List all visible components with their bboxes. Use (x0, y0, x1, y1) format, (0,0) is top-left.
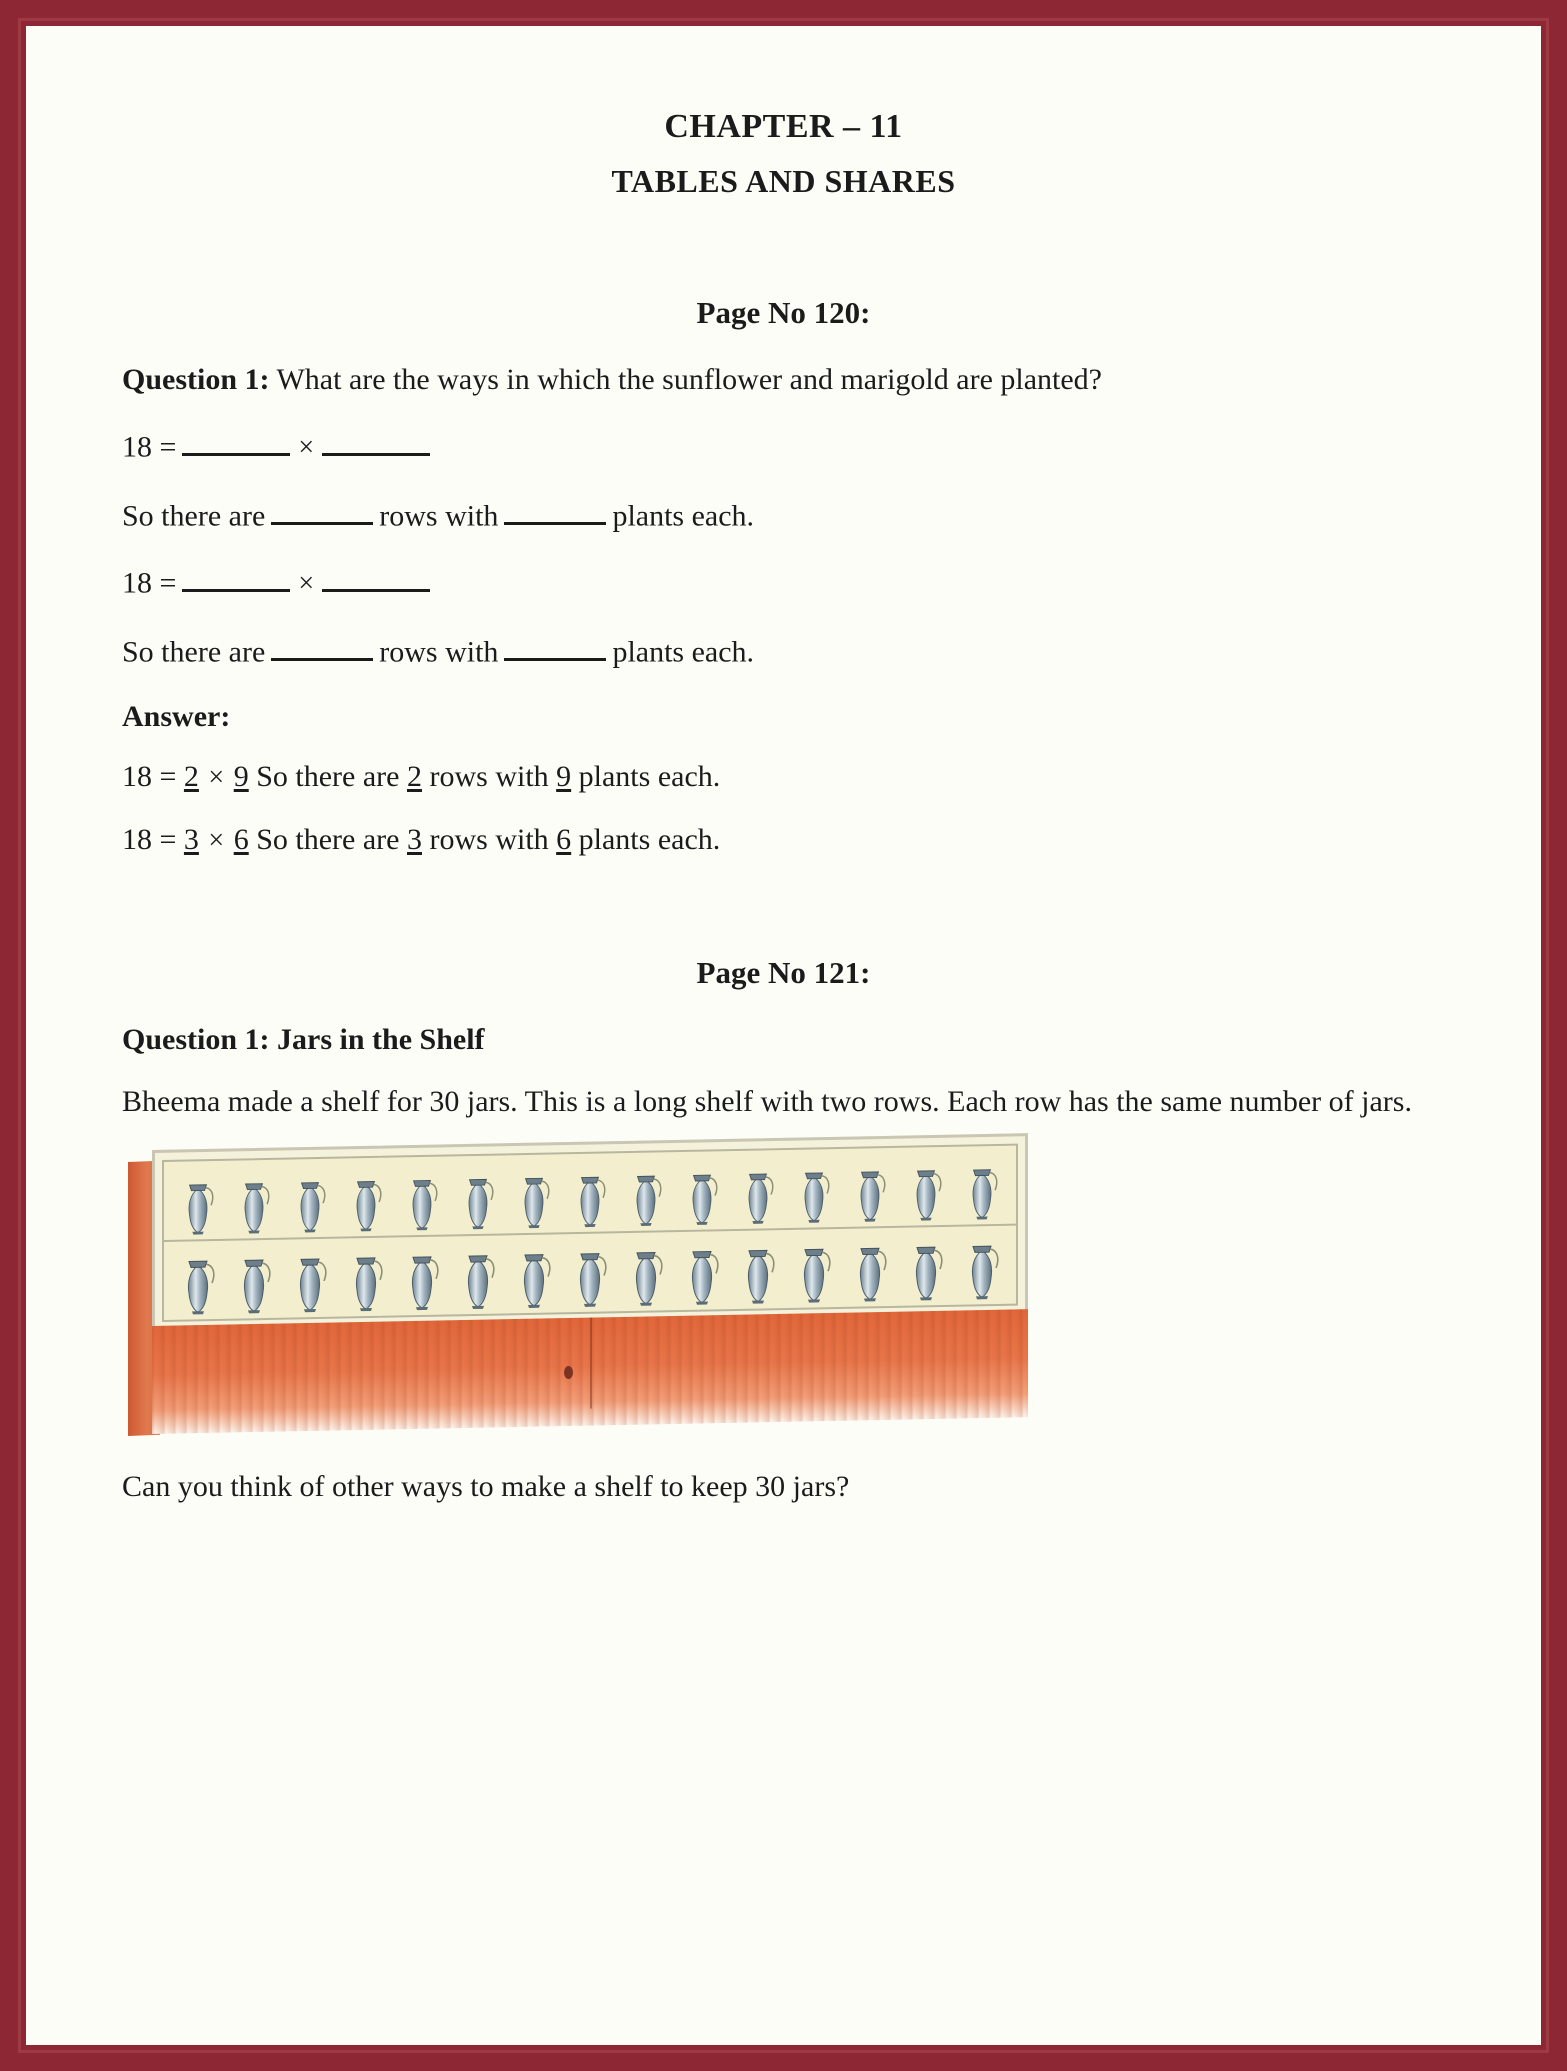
shelf-with-jars-illustration (128, 1146, 1048, 1436)
sentence-2-blank-rows[interactable] (271, 627, 373, 662)
jar-row-bottom (164, 1225, 1016, 1319)
jars-closing-question: Can you think of other ways to make a shelf to keep 30 jars? (122, 1469, 850, 1503)
equation-2-times: × (298, 568, 315, 600)
chapter-subtitle: TABLES AND SHARES (611, 162, 956, 199)
answer-2-each: 6 (556, 822, 572, 856)
jar-icon (794, 1167, 834, 1226)
jar-icon (290, 1253, 330, 1316)
jars-body-text: Bheema made a shelf for 30 jars. This is a long shelf with two rows. Each row has the same number of jars. (122, 1085, 1412, 1119)
equation-blank-line-1 (122, 422, 1445, 469)
answer-label: Answer: (122, 700, 231, 734)
answer-line-2 (122, 819, 1445, 862)
equation-1-times: × (298, 432, 315, 464)
jar-icon (794, 1243, 834, 1306)
jar-icon (626, 1170, 666, 1229)
cabinet-knob (564, 1365, 573, 1378)
equation-1-blank-b[interactable] (322, 422, 430, 457)
jar-icon (682, 1169, 722, 1228)
sentence-1-part-c: plants each. (612, 499, 755, 533)
sentence-1-part-b: rows with (379, 499, 499, 533)
equation-2-blank-b[interactable] (322, 558, 430, 593)
jar-icon (290, 1177, 330, 1236)
jar-icon (178, 1255, 218, 1318)
jar-icon (682, 1245, 722, 1308)
answer-1-each: 9 (556, 760, 572, 794)
page-content (26, 26, 1541, 2045)
answer-2-mid: So there are (256, 822, 400, 856)
equation-2-prefix: 18 = (122, 566, 177, 600)
answer-1-factor-a: 2 (183, 760, 199, 794)
shelf-jar-area (162, 1143, 1018, 1321)
jar-icon (458, 1249, 498, 1312)
jar-icon (234, 1254, 274, 1317)
answer-2-rows: 3 (406, 822, 422, 856)
jar-icon (962, 1164, 1002, 1223)
sentence-2-part-c: plants each. (612, 635, 755, 669)
sentence-1-blank-plants[interactable] (504, 491, 606, 526)
sentence-1-part-a: So there are (122, 499, 266, 533)
page-paper (26, 26, 1541, 2045)
page-no-120-heading: Page No 120: (696, 295, 871, 331)
jar-icon (234, 1178, 274, 1237)
sentence-2-part-b: rows with (379, 635, 499, 669)
jar-icon (850, 1166, 890, 1225)
sentence-1-blank-rows[interactable] (271, 491, 373, 526)
answer-2-tail: plants each. (578, 822, 721, 856)
jar-icon (346, 1252, 386, 1315)
question-1-page-120 (122, 359, 1445, 402)
answer-1-times: × (208, 762, 225, 794)
jar-icon (514, 1172, 554, 1231)
sentence-blank-line-1 (122, 491, 1445, 538)
jar-icon (402, 1174, 442, 1233)
answer-2-mid2: rows with (429, 822, 549, 856)
sentence-2-blank-plants[interactable] (504, 627, 606, 662)
sentence-blank-line-2 (122, 627, 1445, 674)
cabinet-door-seam (590, 1317, 592, 1408)
chapter-title: CHAPTER – 11 (664, 108, 903, 145)
sentence-2-part-a: So there are (122, 635, 266, 669)
answer-2-factor-b: 6 (233, 822, 249, 856)
answer-line-1 (122, 756, 1445, 799)
jar-icon (570, 1247, 610, 1310)
answer-2-factor-a: 3 (183, 822, 199, 856)
jar-icon (738, 1168, 778, 1227)
answer-1-mid2: rows with (429, 760, 549, 794)
jar-icon (738, 1244, 778, 1307)
jar-icon (346, 1176, 386, 1235)
jar-icon (458, 1173, 498, 1232)
jar-icon (570, 1171, 610, 1230)
equation-blank-line-2 (122, 558, 1445, 605)
answer-1-tail: plants each. (578, 760, 721, 794)
answer-2-times: × (208, 824, 225, 856)
shelf-graphic (128, 1146, 1048, 1436)
jar-icon (962, 1240, 1002, 1303)
shelf-cabinet-front (152, 1309, 1028, 1434)
question-1-label: Question 1: (122, 363, 270, 397)
answer-2-lead: 18 = (122, 822, 177, 856)
jar-icon (626, 1246, 666, 1309)
answer-1-rows: 2 (406, 760, 422, 794)
question-1-jars-heading: Question 1: Jars in the Shelf (122, 1023, 485, 1057)
page-no-121-heading: Page No 121: (696, 955, 871, 991)
jar-icon (906, 1241, 946, 1304)
equation-2-blank-a[interactable] (182, 558, 290, 593)
jar-icon (514, 1248, 554, 1311)
equation-1-blank-a[interactable] (182, 422, 290, 457)
answer-1-lead: 18 = (122, 760, 177, 794)
answer-1-mid: So there are (256, 760, 400, 794)
jar-icon (906, 1165, 946, 1224)
jar-icon (178, 1179, 218, 1238)
jar-icon (850, 1242, 890, 1305)
answer-1-factor-b: 9 (233, 760, 249, 794)
jar-icon (402, 1250, 442, 1313)
equation-1-prefix: 18 = (122, 430, 177, 464)
question-1-text: What are the ways in which the sunflower and marigold are planted? (269, 363, 1103, 397)
